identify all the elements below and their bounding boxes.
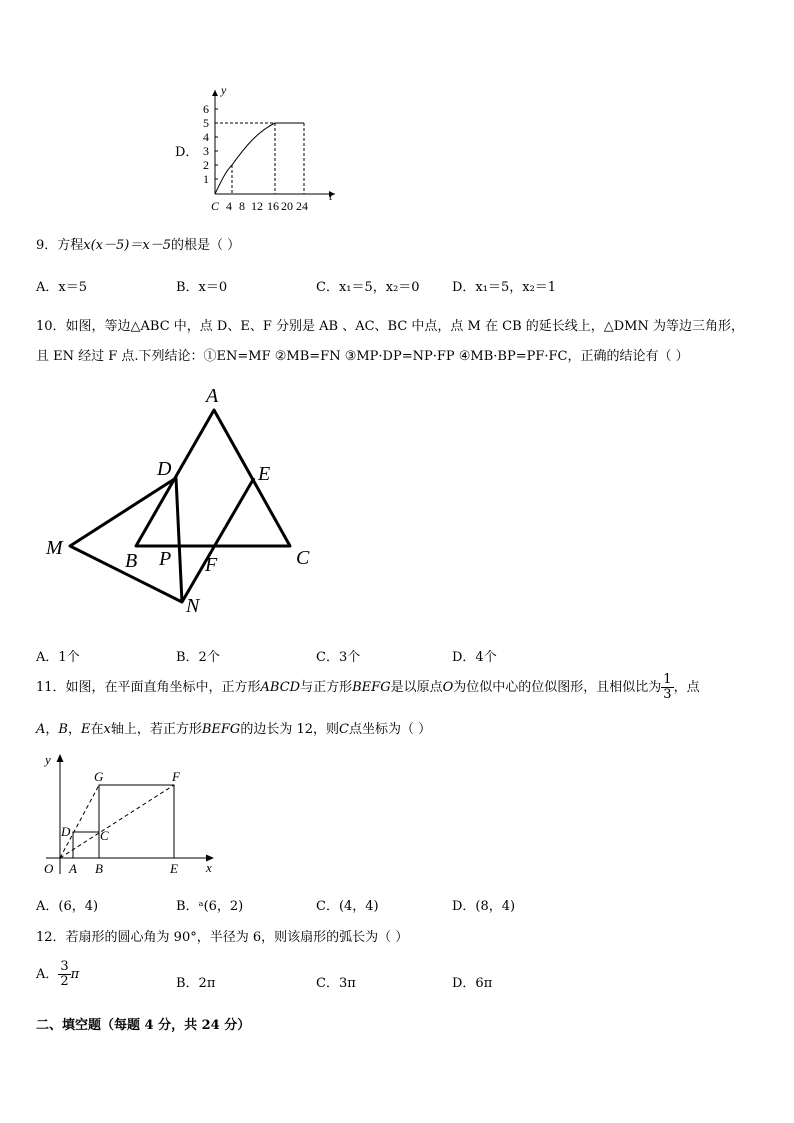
q11-label-b: B [95,861,103,876]
q8-x-tick: 24 [296,199,308,213]
q11-stem-line1: 11．如图，在平面直角坐标中，正方形ABCD与正方形BEFG是以原点O为位似中心的位似图形，且相似比为 $\frac{1}{3}$ ，点 [36,672,700,702]
q11-option-c: C．(4，4) [316,899,379,914]
q11-stem-line2: A，B，E在x轴上，若正方形BEFG的边长为 12，则C点坐标为（ ） [36,722,432,737]
q8-y-tick: 1 [203,172,209,186]
q11-label-a: A [69,861,77,876]
q11-label-e: E [170,861,178,876]
q10-stem-line1: 10．如图，等边△ABC 中，点 D、E、F 分别是 AB 、AC、BC 中点，点 M 在 CB 的延长线上，△DMN 为等边三角形， [36,319,744,334]
q10-option-d: D．4个 [452,650,497,665]
q9-stem-suffix: 的根是（ ） [170,238,241,253]
q9-option-b: B．x＝0 [176,280,228,295]
q8-x-tick: 8 [239,199,245,213]
q11-ratio-fraction: $\frac{1}{3}$ [663,672,672,702]
q10-option-c: C．3个 [316,650,361,665]
q11-option-b: B．ᵃ(6，2) [176,899,244,914]
q9-option-c: C．x₁＝5，x₂＝0 [316,280,420,295]
q11-option-a: A．(6，4) [36,899,99,914]
q8-option-d-label: D． [175,145,199,160]
q12-option-a: A． $\frac{3}{2}$ π [36,959,80,989]
q8-y-tick: 6 [203,102,209,116]
q10-label-a: A [206,385,219,407]
q8-y-tick: 2 [203,158,209,172]
q9-equation: x(x－5)＝x－5 [83,238,171,253]
q8-y-tick: 3 [203,144,209,158]
q11-label-c: C [100,828,109,843]
q10-label-d: D [157,458,172,480]
q11-label-o: O [44,861,54,876]
q10-label-n: N [186,595,200,617]
q12-stem: 12．若扇形的圆心角为 90°，半径为 6，则该扇形的弧长为（ ） [36,930,409,945]
q12-option-d: D．6π [452,976,493,991]
q11-figure [38,750,223,878]
q10-label-e: E [258,463,271,485]
q9-stem-prefix: 9．方程 [36,238,84,253]
q9-option-d: D．x₁＝5，x₂＝1 [452,280,557,295]
q12-option-c: C．3π [316,976,356,991]
q11-label-d: D [61,824,71,839]
q10-label-p: P [159,548,172,570]
q8-x-tick: 4 [226,199,232,213]
q9-option-a: A．x＝5 [36,280,87,295]
q12-option-b: B．2π [176,976,216,991]
q8-y-tick: 5 [203,116,209,130]
q11-label-x: x [206,860,212,875]
q10-figure [40,380,340,620]
q8-x-tick: 20 [281,199,293,213]
q8-x-tick: 12 [251,199,263,213]
q11-label-y: y [45,752,51,767]
q10-option-b: B．2个 [176,650,220,665]
q10-label-b: B [125,550,138,572]
q8-x-tick: 16 [267,199,279,213]
section-2-title: 二、填空题（每题 4 分，共 24 分） [36,1018,251,1033]
q11-label-g: G [94,769,104,784]
q8-y-axis-label: y [221,83,227,97]
q8-x-axis-label: t [329,189,333,203]
q10-option-a: A．1个 [36,650,80,665]
q11-label-f: F [172,769,180,784]
q8-origin-label: C [211,199,220,213]
q10-label-c: C [296,547,310,569]
q11-option-d: D．(8，4) [452,899,516,914]
q9-stem [36,234,240,253]
q10-label-m: M [46,537,63,559]
q8-graph [195,82,345,214]
q10-stem-line2: 且 EN 经过 F 点.下列结论：①EN=MF ②MB=FN ③MP·DP=NP·FP ④MB·BP=PF·FC，正确的结论有（ ） [36,349,689,364]
q8-y-tick: 4 [203,130,209,144]
q10-label-f: F [205,554,218,576]
